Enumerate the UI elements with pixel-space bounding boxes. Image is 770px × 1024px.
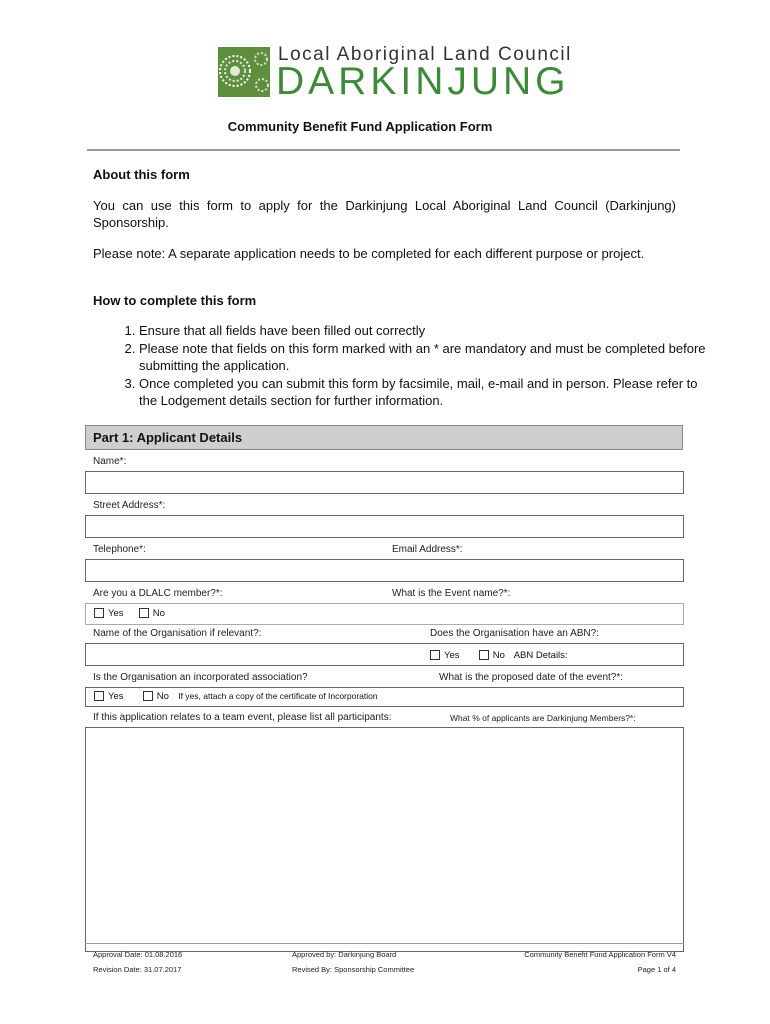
instruction-list [93,322,709,410]
incorporated-yes-label: Yes [108,691,124,702]
participants-label: If this application relates to a team event, please list all participants: [93,712,392,723]
event-date-label: What is the proposed date of the event?*: [439,672,624,683]
org-name-input[interactable] [85,643,684,666]
about-paragraph-2: Please note: A separate application needs to be completed for each different purpose or project. [93,246,645,261]
logo-emblem [218,47,270,97]
approval-date: Approval Date: 01.08.2016 [93,950,183,959]
incorporated-yes-checkbox[interactable] [94,691,104,701]
name-label: Name*: [93,456,127,467]
dotted-circle-icon [218,47,270,97]
incorporated-label: Is the Organisation an incorporated association? [93,672,308,683]
certificate-note: If yes, attach a copy of the certificate of Incorporation [178,691,378,701]
about-paragraph-1: You can use this form to apply for the Darkinjung Local Aboriginal Land Council (Darkinjung) Sponsorship. [93,198,676,230]
logo-org-name: DARKINJUNG [276,60,570,103]
incorporated-options [94,691,378,702]
street-address-input[interactable] [85,515,684,538]
participants-input[interactable] [85,727,684,952]
org-name-label: Name of the Organisation if relevant?: [93,628,262,639]
incorporated-no-label: No [156,691,169,702]
revised-by: Revised By: Sponsorship Committee [292,965,415,974]
members-percentage-label: What % of applicants are Darkinjung Members?*: [450,713,636,723]
about-heading: About this form [93,167,190,182]
form-title: Community Benefit Fund Application Form [227,119,493,134]
member-options [94,608,165,619]
member-label: Are you a DLALC member?*: [93,588,223,599]
member-yes-label: Yes [108,608,124,619]
footer-divider [85,943,684,944]
abn-no-label: No [492,650,505,661]
street-address-label: Street Address*: [93,500,166,511]
member-no-checkbox[interactable] [139,608,149,618]
abn-no-checkbox[interactable] [479,650,489,660]
event-name-label: What is the Event name?*: [392,588,511,599]
member-event-row [85,603,684,625]
instruction-step: 3. Once completed you can submit this form by facsimile, mail, e-mail and in person. Please refer to the Lodgement details section for further information. [139,375,709,409]
name-input[interactable] [85,471,684,494]
member-no-label: No [152,608,165,619]
telephone-label: Telephone*: [93,544,146,555]
member-yes-checkbox[interactable] [94,608,104,618]
instruction-step: 1. Ensure that all fields have been filled out correctly [139,322,709,339]
form-version: Community Benefit Fund Application Form V4 [524,950,676,959]
approved-by: Approved by: Darkinjung Board [292,950,397,959]
abn-label: Does the Organisation have an ABN?: [430,628,599,639]
part1-title: Part 1: Applicant Details [93,430,243,445]
email-label: Email Address*: [392,544,463,555]
abn-yes-label: Yes [444,650,460,661]
instruction-step: 2. Please note that fields on this form marked with an * are mandatory and must be completed before submitting the application. [139,340,709,374]
abn-options [430,650,568,661]
abn-details-label: ABN Details: [513,650,568,661]
page-number: Page 1 of 4 [637,965,676,974]
logo-org-line: Local Aboriginal Land Council [278,44,572,65]
abn-yes-checkbox[interactable] [430,650,440,660]
title-divider [87,149,680,151]
revision-date: Revision Date: 31.07.2017 [93,965,182,974]
incorporated-no-checkbox[interactable] [143,691,153,701]
how-to-heading: How to complete this form [93,293,257,308]
telephone-email-input[interactable] [85,559,684,582]
